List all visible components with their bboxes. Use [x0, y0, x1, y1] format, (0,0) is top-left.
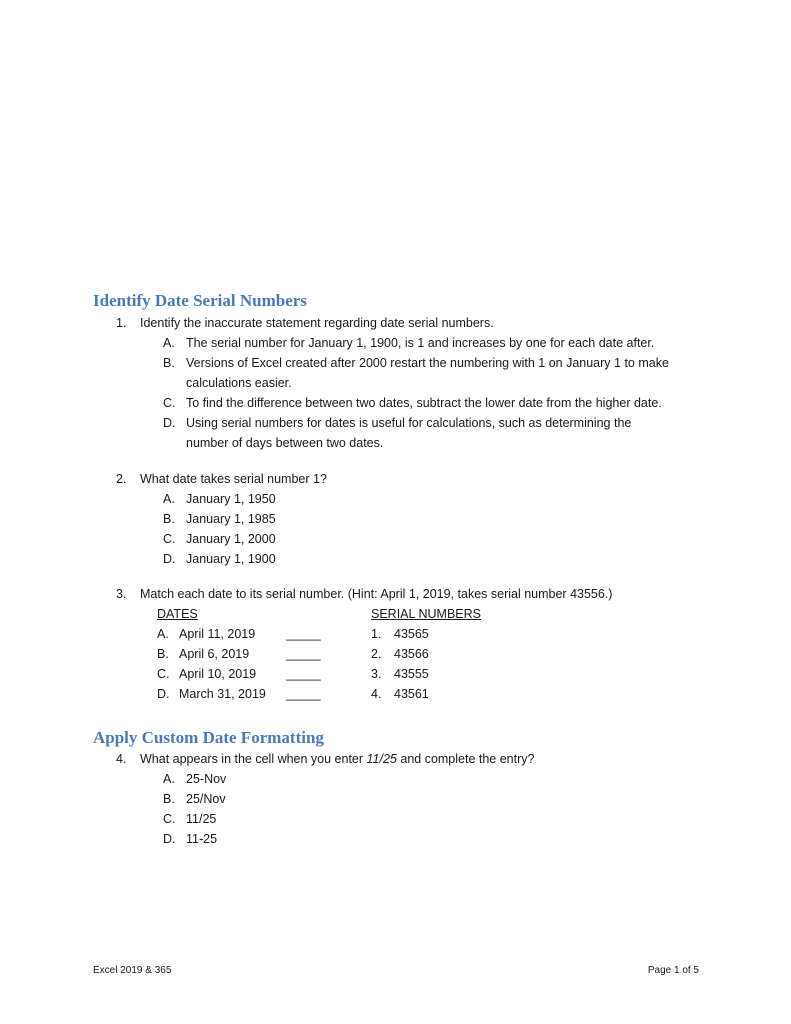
q3-serial-2-text: 43566 [394, 647, 429, 661]
q4-option-a-text: 25-Nov [186, 772, 227, 786]
question-2-text: What date takes serial number 1? [140, 472, 327, 486]
q2-option-c-text: January 1, 2000 [186, 532, 276, 546]
q2-option-a-text: January 1, 1950 [186, 492, 276, 506]
q1-option-d-letter: D. [163, 416, 176, 430]
q3-serial-1-number: 1. [371, 627, 382, 641]
q3-serial-3-number: 3. [371, 667, 382, 681]
q3-serial-2-number: 2. [371, 647, 382, 661]
q4-option-a-letter: A. [163, 772, 175, 786]
q3-serial-4-text: 43561 [394, 687, 429, 701]
q3-date-c-text: April 10, 2019 [179, 667, 257, 681]
q2-option-c-letter: C. [163, 532, 176, 546]
question-3-number: 3. [116, 587, 127, 601]
q3-serial-4-number: 4. [371, 687, 382, 701]
q4-option-b-letter: B. [163, 792, 175, 806]
footer-product-label: Excel 2019 & 365 [93, 965, 172, 976]
q2-option-b-letter: B. [163, 512, 175, 526]
question-4-text-italic: 11/25 [366, 752, 397, 766]
q1-option-b-letter: B. [163, 356, 175, 370]
q3-date-a-letter: A. [157, 627, 169, 641]
q3-answer-blank-b[interactable]: _____ [286, 647, 321, 661]
q3-date-c-letter: C. [157, 667, 170, 681]
q1-option-c-text: To find the difference between two dates, subtract the lower date from the higher date. [186, 396, 662, 410]
q1-option-a-text: The serial number for January 1, 1900, is 1 and increases by one for each date after. [186, 336, 655, 350]
q3-answer-blank-d[interactable]: _____ [286, 687, 321, 701]
question-1-text: Identify the inaccurate statement regarding date serial numbers. [140, 316, 494, 330]
q1-option-b-text-line-1: Versions of Excel created after 2000 restart the numbering with 1 on January 1 to make [186, 356, 669, 370]
footer-page-number: Page 1 of 5 [647, 965, 699, 976]
q4-option-d-letter: D. [163, 832, 176, 846]
question-3-text: Match each date to its serial number. (Hint: April 1, 2019, takes serial number 43556.) [140, 587, 613, 601]
section-heading-identify-date-serial-numbers: Identify Date Serial Numbers [93, 291, 307, 310]
q3-date-b-text: April 6, 2019 [179, 647, 250, 661]
question-4-text-before: What appears in the cell when you enter [140, 752, 367, 766]
q2-option-d-text: January 1, 1900 [186, 552, 276, 566]
q2-option-b-text: January 1, 1985 [186, 512, 276, 526]
q1-option-c-letter: C. [163, 396, 176, 410]
question-1-number: 1. [116, 316, 127, 330]
question-2-number: 2. [116, 472, 127, 486]
q1-option-d-text-line-1: Using serial numbers for dates is useful for calculations, such as determining the [186, 416, 632, 430]
q4-option-c-text: 11/25 [186, 812, 217, 826]
q4-option-d-text: 11-25 [186, 832, 218, 846]
q4-option-b-text: 25/Nov [186, 792, 226, 806]
q2-option-d-letter: D. [163, 552, 176, 566]
section-heading-apply-custom-date-formatting: Apply Custom Date Formatting [93, 728, 324, 747]
q3-answer-blank-c[interactable]: _____ [286, 667, 321, 681]
q4-option-c-letter: C. [163, 812, 176, 826]
q3-answer-blank-a[interactable]: _____ [286, 627, 321, 641]
question-4-number: 4. [116, 752, 127, 766]
q3-serial-1-text: 43565 [394, 627, 429, 641]
q3-date-b-letter: B. [157, 647, 169, 661]
q1-option-d-text-line-2: number of days between two dates. [186, 436, 384, 450]
question-4-text [140, 749, 534, 769]
serial-numbers-column-header: SERIAL NUMBERS [371, 607, 481, 621]
q1-option-a-letter: A. [163, 336, 175, 350]
q3-date-d-text: March 31, 2019 [179, 687, 266, 701]
q3-date-a-text: April 11, 2019 [179, 627, 256, 641]
q1-option-b-text-line-2: calculations easier. [186, 376, 292, 390]
q3-date-d-letter: D. [157, 687, 170, 701]
dates-column-header: DATES [157, 607, 198, 621]
q3-serial-3-text: 43555 [394, 667, 429, 681]
q2-option-a-letter: A. [163, 492, 175, 506]
question-4-text-after: and complete the entry? [396, 752, 535, 766]
